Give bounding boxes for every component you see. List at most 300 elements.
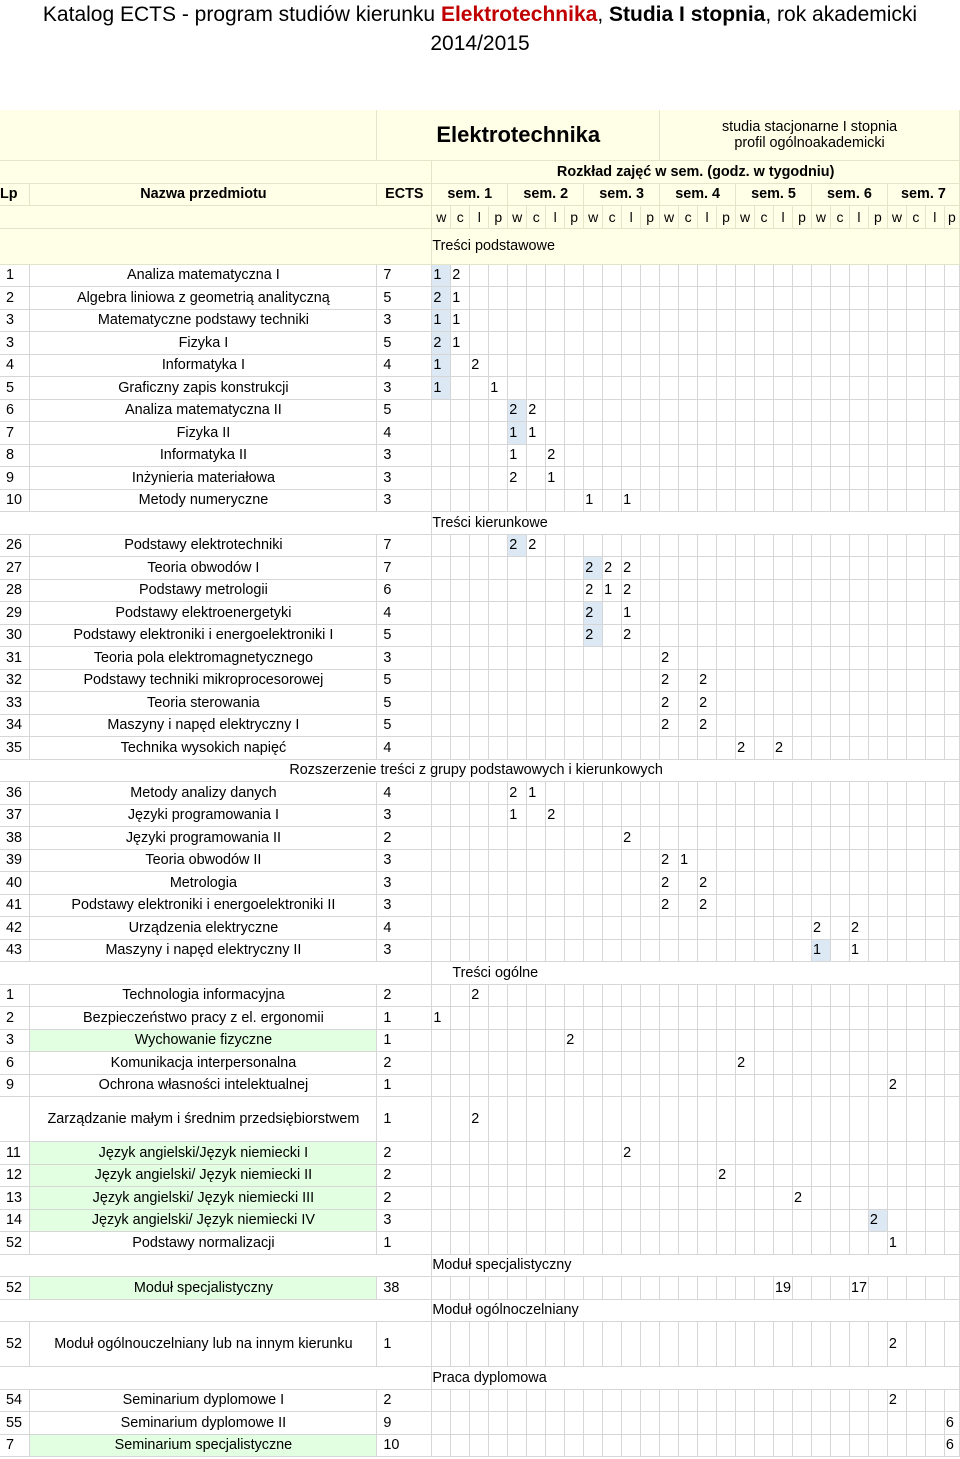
hours-empty bbox=[849, 984, 868, 1007]
hours-empty bbox=[565, 399, 584, 422]
hours-value: 1 bbox=[451, 309, 470, 332]
hours-empty bbox=[774, 1209, 793, 1232]
hour-type-w: w bbox=[736, 206, 755, 229]
hours-empty bbox=[641, 264, 660, 287]
section-row bbox=[0, 1367, 960, 1390]
hours-empty bbox=[887, 1097, 906, 1142]
hours-empty bbox=[679, 1187, 698, 1210]
hours-empty bbox=[717, 849, 736, 872]
course-ects: 1 bbox=[377, 1232, 432, 1255]
title-part2: , bbox=[597, 3, 610, 26]
hours-value: 2 bbox=[736, 1052, 755, 1075]
semester-header-3: sem. 3 bbox=[584, 183, 660, 206]
hours-empty bbox=[944, 354, 959, 377]
hours-empty bbox=[489, 399, 508, 422]
hours-empty bbox=[508, 849, 527, 872]
hours-value: 2 bbox=[584, 602, 603, 625]
hours-empty bbox=[603, 669, 622, 692]
course-ects: 3 bbox=[377, 377, 432, 400]
hours-value: 2 bbox=[660, 692, 679, 715]
hours-empty bbox=[660, 1412, 679, 1435]
hours-empty bbox=[603, 737, 622, 760]
hours-empty bbox=[830, 1007, 849, 1030]
hours-empty bbox=[868, 1277, 887, 1300]
hours-empty bbox=[793, 1209, 812, 1232]
course-row bbox=[0, 849, 960, 872]
hours-empty bbox=[641, 1074, 660, 1097]
hours-empty bbox=[849, 399, 868, 422]
hours-empty bbox=[906, 1007, 925, 1030]
hours-empty bbox=[944, 669, 959, 692]
hours-empty bbox=[906, 917, 925, 940]
hours-empty bbox=[660, 467, 679, 490]
hours-empty bbox=[698, 1164, 717, 1187]
hours-empty bbox=[432, 1322, 451, 1367]
hours-empty bbox=[432, 872, 451, 895]
course-name: Fizyka I bbox=[30, 332, 377, 355]
hours-empty bbox=[830, 1029, 849, 1052]
row-lp: 55 bbox=[0, 1412, 30, 1435]
hour-type-c: c bbox=[830, 206, 849, 229]
hours-empty bbox=[811, 1142, 830, 1165]
hours-empty bbox=[774, 534, 793, 557]
hours-empty bbox=[527, 377, 546, 400]
hours-empty bbox=[489, 939, 508, 962]
hours-empty bbox=[603, 1187, 622, 1210]
course-row bbox=[0, 917, 960, 940]
course-ects: 4 bbox=[377, 422, 432, 445]
hours-empty bbox=[546, 872, 565, 895]
course-row bbox=[0, 1389, 960, 1412]
hours-empty bbox=[546, 827, 565, 850]
hours-empty bbox=[432, 422, 451, 445]
hours-empty bbox=[508, 1007, 527, 1030]
hours-empty bbox=[830, 692, 849, 715]
hours-empty bbox=[925, 1434, 944, 1457]
hours-empty bbox=[527, 557, 546, 580]
hours-empty bbox=[906, 1164, 925, 1187]
hours-empty bbox=[679, 287, 698, 310]
hours-empty bbox=[489, 624, 508, 647]
course-name: Teoria pola elektromagnetycznego bbox=[30, 647, 377, 670]
hours-empty bbox=[679, 1074, 698, 1097]
hours-empty bbox=[698, 489, 717, 512]
hours-empty bbox=[622, 917, 641, 940]
hours-empty bbox=[470, 579, 489, 602]
hours-empty bbox=[774, 1007, 793, 1030]
hour-type-w: w bbox=[811, 206, 830, 229]
hours-empty bbox=[774, 692, 793, 715]
course-name: Metody analizy danych bbox=[30, 782, 377, 805]
hours-empty bbox=[925, 1322, 944, 1367]
hours-empty bbox=[755, 849, 774, 872]
hours-empty bbox=[868, 444, 887, 467]
hours-empty bbox=[546, 534, 565, 557]
hours-empty bbox=[622, 332, 641, 355]
hours-empty bbox=[717, 714, 736, 737]
hours-empty bbox=[849, 1029, 868, 1052]
hours-empty bbox=[603, 939, 622, 962]
hours-empty bbox=[679, 1164, 698, 1187]
hours-empty bbox=[717, 1209, 736, 1232]
hours-empty bbox=[755, 534, 774, 557]
hours-empty bbox=[565, 737, 584, 760]
course-row bbox=[0, 1164, 960, 1187]
hours-empty bbox=[736, 557, 755, 580]
hours-empty bbox=[660, 332, 679, 355]
hours-empty bbox=[868, 984, 887, 1007]
hours-empty bbox=[527, 1097, 546, 1142]
hours-empty bbox=[432, 1097, 451, 1142]
course-ects: 5 bbox=[377, 669, 432, 692]
hours-empty bbox=[451, 1142, 470, 1165]
hours-empty bbox=[508, 714, 527, 737]
hours-empty bbox=[641, 1322, 660, 1367]
hours-empty bbox=[432, 1277, 451, 1300]
hours-empty bbox=[774, 1097, 793, 1142]
hours-empty bbox=[565, 624, 584, 647]
hours-empty bbox=[546, 422, 565, 445]
hour-type-l: l bbox=[546, 206, 565, 229]
section-title-text: Praca dyplomowa bbox=[432, 1369, 547, 1386]
hours-value: 2 bbox=[565, 1029, 584, 1052]
hours-empty bbox=[717, 872, 736, 895]
hours-empty bbox=[811, 782, 830, 805]
hours-empty bbox=[641, 1007, 660, 1030]
hours-empty bbox=[736, 1029, 755, 1052]
hours-empty bbox=[641, 332, 660, 355]
hours-empty bbox=[470, 872, 489, 895]
hours-empty bbox=[944, 332, 959, 355]
hours-empty bbox=[641, 489, 660, 512]
hours-empty bbox=[868, 1029, 887, 1052]
hours-empty bbox=[755, 669, 774, 692]
course-name: Seminarium dyplomowe II bbox=[30, 1412, 377, 1435]
hours-empty bbox=[925, 692, 944, 715]
hours-value: 2 bbox=[622, 624, 641, 647]
hours-empty bbox=[793, 984, 812, 1007]
hours-empty bbox=[830, 894, 849, 917]
course-name: Komunikacja interpersonalna bbox=[30, 1052, 377, 1075]
hours-empty bbox=[755, 692, 774, 715]
hours-empty bbox=[660, 399, 679, 422]
hours-value: 1 bbox=[679, 849, 698, 872]
hours-empty bbox=[887, 1052, 906, 1075]
row-lp: 52 bbox=[0, 1277, 30, 1300]
hours-empty bbox=[565, 444, 584, 467]
hours-empty bbox=[736, 1322, 755, 1367]
hours-empty bbox=[508, 332, 527, 355]
hours-empty bbox=[527, 1232, 546, 1255]
hours-empty bbox=[451, 782, 470, 805]
hours-empty bbox=[811, 1209, 830, 1232]
hours-empty bbox=[774, 467, 793, 490]
hours-value: 2 bbox=[584, 557, 603, 580]
hours-empty bbox=[489, 579, 508, 602]
hours-empty bbox=[622, 287, 641, 310]
course-row bbox=[0, 422, 960, 445]
hours-empty bbox=[584, 692, 603, 715]
course-row bbox=[0, 287, 960, 310]
hours-empty bbox=[887, 1277, 906, 1300]
hours-empty bbox=[811, 264, 830, 287]
hours-empty bbox=[546, 309, 565, 332]
hours-empty bbox=[755, 557, 774, 580]
section-title-text: Treści kierunkowe bbox=[432, 514, 548, 531]
hours-empty bbox=[774, 939, 793, 962]
hours-empty bbox=[887, 624, 906, 647]
hours-empty bbox=[944, 894, 959, 917]
hours-empty bbox=[565, 1434, 584, 1457]
course-ects: 2 bbox=[377, 1389, 432, 1412]
row-lp: 6 bbox=[0, 399, 30, 422]
hours-empty bbox=[622, 309, 641, 332]
hours-empty bbox=[565, 489, 584, 512]
hours-empty bbox=[811, 1389, 830, 1412]
hours-empty bbox=[603, 309, 622, 332]
hours-empty bbox=[451, 422, 470, 445]
hours-value: 2 bbox=[698, 714, 717, 737]
hours-empty bbox=[508, 1029, 527, 1052]
course-name: Seminarium specjalistyczne bbox=[30, 1434, 377, 1457]
section-row bbox=[0, 1254, 960, 1277]
hours-empty bbox=[603, 399, 622, 422]
hours-empty bbox=[679, 1209, 698, 1232]
hours-empty bbox=[679, 444, 698, 467]
hours-empty bbox=[679, 264, 698, 287]
hours-empty bbox=[698, 1097, 717, 1142]
hours-empty bbox=[849, 377, 868, 400]
hours-empty bbox=[887, 939, 906, 962]
hours-empty bbox=[793, 444, 812, 467]
hours-empty bbox=[736, 647, 755, 670]
section-title-text: Moduł ogólnoczelniany bbox=[432, 1302, 579, 1319]
hours-empty bbox=[546, 1232, 565, 1255]
section-row bbox=[0, 1299, 960, 1322]
hours-empty bbox=[736, 872, 755, 895]
hours-empty bbox=[906, 669, 925, 692]
hours-empty bbox=[906, 1412, 925, 1435]
hours-empty bbox=[603, 804, 622, 827]
hours-empty bbox=[527, 1322, 546, 1367]
hours-empty bbox=[944, 624, 959, 647]
hours-empty bbox=[925, 354, 944, 377]
hours-empty bbox=[603, 827, 622, 850]
hours-empty bbox=[717, 1029, 736, 1052]
hours-empty bbox=[868, 354, 887, 377]
section-row bbox=[0, 962, 960, 985]
hours-empty bbox=[868, 264, 887, 287]
hours-empty bbox=[679, 782, 698, 805]
hours-empty bbox=[432, 939, 451, 962]
hours-empty bbox=[527, 939, 546, 962]
hours-empty bbox=[849, 309, 868, 332]
hours-empty bbox=[849, 1164, 868, 1187]
course-row bbox=[0, 377, 960, 400]
hours-empty bbox=[717, 1322, 736, 1367]
hours-empty bbox=[565, 377, 584, 400]
course-name: Analiza matematyczna I bbox=[30, 264, 377, 287]
hours-empty bbox=[565, 1389, 584, 1412]
hours-empty bbox=[489, 849, 508, 872]
hours-empty bbox=[679, 894, 698, 917]
section-title bbox=[432, 228, 960, 264]
hours-empty bbox=[641, 1187, 660, 1210]
hours-value: 1 bbox=[508, 422, 527, 445]
hours-value: 2 bbox=[470, 984, 489, 1007]
hours-empty bbox=[755, 827, 774, 850]
hours-empty bbox=[565, 714, 584, 737]
hours-empty bbox=[849, 1097, 868, 1142]
hours-empty bbox=[698, 399, 717, 422]
hours-value: 2 bbox=[508, 534, 527, 557]
hours-empty bbox=[489, 1097, 508, 1142]
hours-empty bbox=[603, 984, 622, 1007]
hours-empty bbox=[944, 782, 959, 805]
hours-empty bbox=[432, 534, 451, 557]
hours-empty bbox=[527, 1007, 546, 1030]
hours-empty bbox=[546, 737, 565, 760]
hours-empty bbox=[603, 1074, 622, 1097]
hours-empty bbox=[793, 264, 812, 287]
hours-empty bbox=[508, 354, 527, 377]
course-ects: 1 bbox=[377, 1097, 432, 1142]
hours-empty bbox=[755, 624, 774, 647]
hours-empty bbox=[660, 1389, 679, 1412]
title-part1: Katalog ECTS - program studiów kierunku bbox=[42, 3, 441, 26]
hours-empty bbox=[470, 377, 489, 400]
hours-empty bbox=[698, 1007, 717, 1030]
section-title-text: Rozszerzenie treści z grupy podstawowych i kierunkowych bbox=[289, 762, 663, 779]
hours-empty bbox=[546, 332, 565, 355]
hours-empty bbox=[830, 939, 849, 962]
hours-empty bbox=[736, 669, 755, 692]
hours-empty bbox=[811, 984, 830, 1007]
course-ects: 2 bbox=[377, 1187, 432, 1210]
hours-empty bbox=[906, 872, 925, 895]
hours-empty bbox=[925, 377, 944, 400]
hours-empty bbox=[755, 579, 774, 602]
hours-empty bbox=[660, 489, 679, 512]
hours-empty bbox=[887, 354, 906, 377]
hours-empty bbox=[641, 692, 660, 715]
hours-empty bbox=[527, 1389, 546, 1412]
hours-empty bbox=[603, 1232, 622, 1255]
hours-empty bbox=[698, 579, 717, 602]
hours-empty bbox=[774, 782, 793, 805]
hours-empty bbox=[906, 1232, 925, 1255]
course-row bbox=[0, 309, 960, 332]
hours-empty bbox=[489, 894, 508, 917]
hours-empty bbox=[546, 557, 565, 580]
course-row bbox=[0, 1209, 960, 1232]
hours-empty bbox=[470, 534, 489, 557]
hours-empty bbox=[868, 287, 887, 310]
hours-empty bbox=[546, 1322, 565, 1367]
hours-empty bbox=[470, 1322, 489, 1367]
hours-empty bbox=[451, 534, 470, 557]
hours-empty bbox=[755, 377, 774, 400]
course-row bbox=[0, 1412, 960, 1435]
course-name: Graficzny zapis konstrukcji bbox=[30, 377, 377, 400]
hours-empty bbox=[679, 1277, 698, 1300]
hours-value: 1 bbox=[432, 354, 451, 377]
hours-empty bbox=[603, 1029, 622, 1052]
hours-empty bbox=[944, 737, 959, 760]
hours-empty bbox=[944, 1007, 959, 1030]
row-lp: 42 bbox=[0, 917, 30, 940]
hours-empty bbox=[584, 1097, 603, 1142]
hours-empty bbox=[793, 1097, 812, 1142]
hours-empty bbox=[546, 849, 565, 872]
hours-empty bbox=[451, 939, 470, 962]
hour-type-p: p bbox=[717, 206, 736, 229]
hours-empty bbox=[641, 467, 660, 490]
hours-empty bbox=[660, 309, 679, 332]
hours-empty bbox=[811, 1277, 830, 1300]
course-row bbox=[0, 714, 960, 737]
hours-empty bbox=[451, 354, 470, 377]
hours-empty bbox=[830, 467, 849, 490]
course-ects: 5 bbox=[377, 692, 432, 715]
hours-value: 2 bbox=[660, 894, 679, 917]
hours-empty bbox=[565, 309, 584, 332]
hours-empty bbox=[755, 1322, 774, 1367]
hours-empty bbox=[565, 332, 584, 355]
hours-empty bbox=[849, 894, 868, 917]
hours-empty bbox=[774, 1029, 793, 1052]
hours-empty bbox=[868, 1164, 887, 1187]
hours-empty bbox=[660, 804, 679, 827]
hours-empty bbox=[527, 1412, 546, 1435]
hours-empty bbox=[489, 1142, 508, 1165]
hours-empty bbox=[603, 647, 622, 670]
hours-empty bbox=[641, 377, 660, 400]
hours-value: 2 bbox=[584, 579, 603, 602]
hours-empty bbox=[774, 1142, 793, 1165]
hours-empty bbox=[887, 669, 906, 692]
hours-empty bbox=[906, 624, 925, 647]
hours-value: 2 bbox=[603, 557, 622, 580]
hours-empty bbox=[451, 849, 470, 872]
hours-empty bbox=[489, 917, 508, 940]
hours-empty bbox=[489, 669, 508, 692]
hours-empty bbox=[830, 399, 849, 422]
hours-empty bbox=[793, 399, 812, 422]
hours-empty bbox=[565, 1209, 584, 1232]
hours-empty bbox=[432, 1029, 451, 1052]
hours-empty bbox=[906, 1434, 925, 1457]
hours-value: 1 bbox=[508, 444, 527, 467]
hours-empty bbox=[793, 624, 812, 647]
hours-empty bbox=[925, 849, 944, 872]
hours-empty bbox=[641, 647, 660, 670]
course-name: Język angielski/Język niemiecki I bbox=[30, 1142, 377, 1165]
hours-empty bbox=[660, 624, 679, 647]
hours-empty bbox=[755, 1007, 774, 1030]
hours-empty bbox=[793, 782, 812, 805]
hours-empty bbox=[603, 1007, 622, 1030]
hours-empty bbox=[451, 669, 470, 692]
hours-empty bbox=[641, 309, 660, 332]
hours-empty bbox=[698, 354, 717, 377]
hours-empty bbox=[906, 827, 925, 850]
semester-header-5: sem. 5 bbox=[736, 183, 812, 206]
hours-empty bbox=[830, 579, 849, 602]
hours-empty bbox=[679, 557, 698, 580]
hours-empty bbox=[944, 939, 959, 962]
hours-empty bbox=[717, 1187, 736, 1210]
